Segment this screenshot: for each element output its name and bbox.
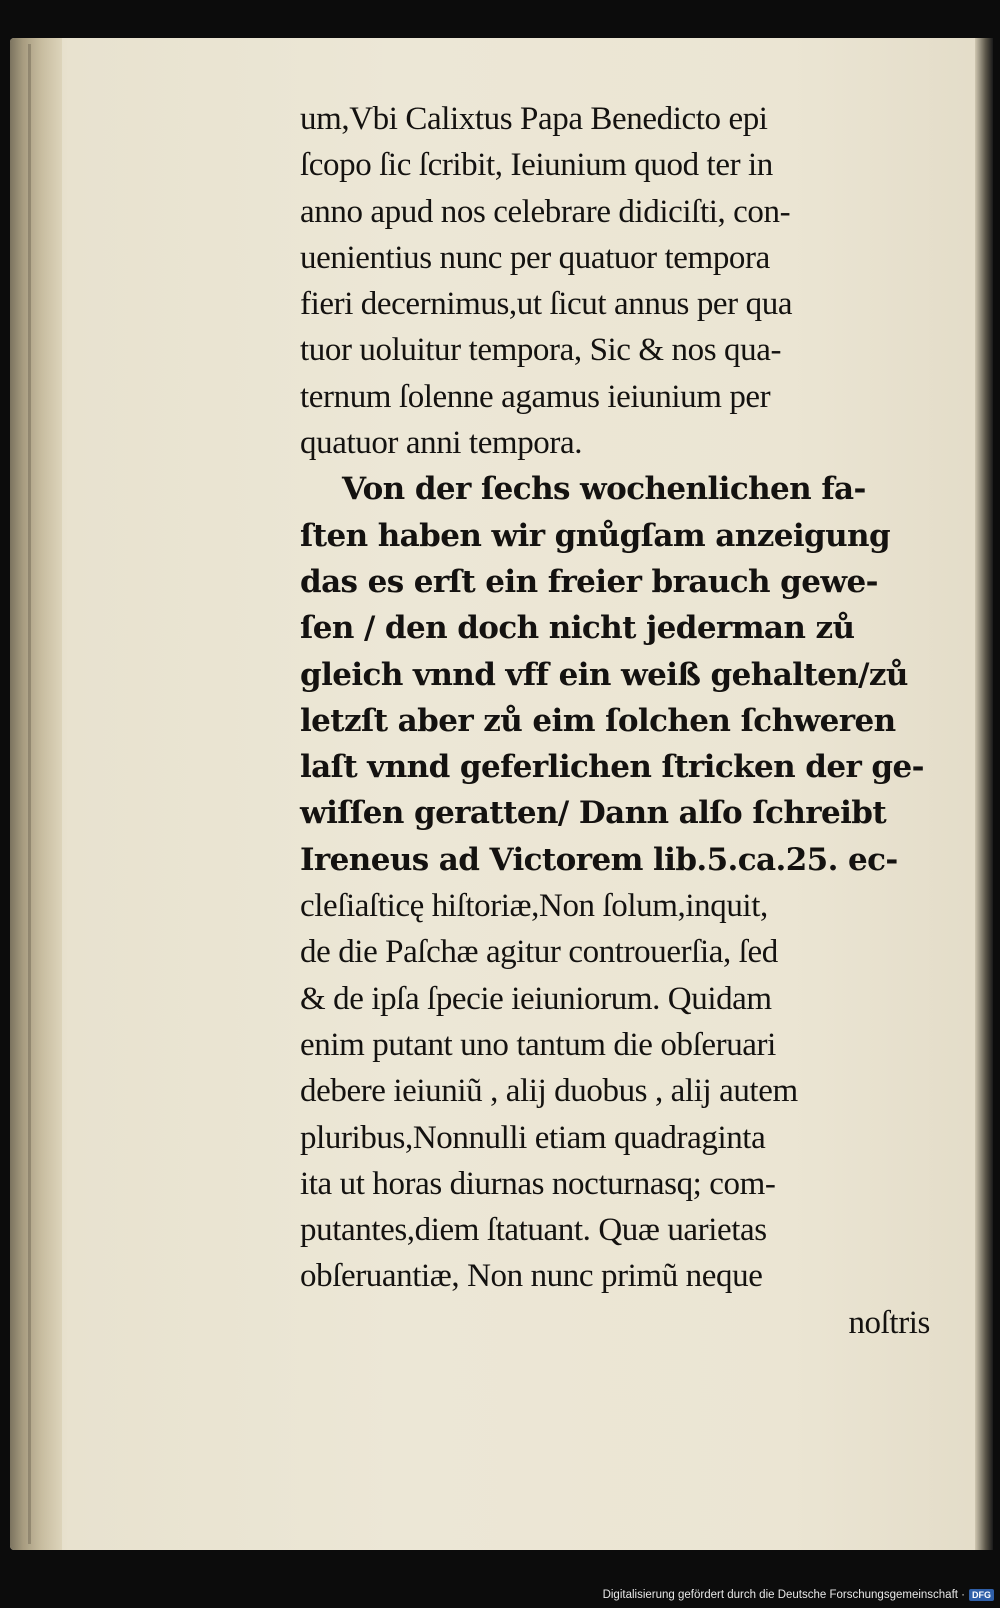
text-line: wiſſen geratten/ Dann alſo ſchreibt bbox=[300, 795, 887, 832]
text-line: quatuor anni tempora. bbox=[300, 425, 583, 462]
text-line: tuor uoluitur tempora, Sic & nos qua- bbox=[300, 332, 782, 369]
credit-text: Digitalisierung gefördert durch die Deutsche Forschungsgemeinschaft · bbox=[602, 1589, 965, 1601]
text-line: cleſiaſticę hiſtoriæ,Non ſolum,inquit, bbox=[300, 888, 768, 925]
text-line: ſen / den doch nicht jederman zů bbox=[300, 610, 855, 647]
text-line: das es erſt ein freier brauch gewe- bbox=[300, 563, 878, 600]
text-line: laſt vnnd geferlichen ſtricken der ge- bbox=[300, 749, 924, 786]
text-line: letzſt aber zů eim ſolchen ſchweren bbox=[300, 702, 896, 739]
text-line: obſeruantiæ, Non nunc primũ neque bbox=[300, 1258, 763, 1295]
text-line: debere ieiuniũ , alij duobus , alij autem bbox=[300, 1073, 798, 1110]
page-right-shadow bbox=[975, 38, 993, 1550]
text-line: um,Vbi Calixtus Papa Benedicto epi bbox=[300, 101, 768, 137]
text-line: fieri decernimus,ut ſicut annus per qua bbox=[300, 286, 793, 323]
text-line: ita ut horas diurnas nocturnasq; com- bbox=[300, 1165, 776, 1202]
text-line: enim putant uno tantum die obſeruari bbox=[300, 1026, 776, 1063]
digitization-credit bbox=[603, 1586, 994, 1604]
text-line: ſten haben wir gnůgſam anzeigung bbox=[300, 517, 891, 554]
text-line: ternum ſolenne agamus ieiunium per bbox=[300, 378, 771, 415]
page-text-block bbox=[300, 96, 950, 1346]
text-line: pluribus,Nonnulli etiam quadraginta bbox=[300, 1119, 766, 1156]
text-line: ſcopo ſic ſcribit, Ieiunium quod ter in bbox=[300, 147, 773, 184]
text-line: Ireneus ad Victorem lib.5.ca.25. ec- bbox=[300, 841, 898, 878]
text-line: anno apud nos celebrare didiciſti, con- bbox=[300, 193, 791, 230]
text-line: putantes,diem ſtatuant. Quæ uarietas bbox=[300, 1212, 767, 1249]
text-line: & de ipſa ſpecie ieiuniorum. Quidam bbox=[300, 980, 772, 1017]
text-line: Von der ſechs wochenlichen fa- bbox=[342, 471, 866, 508]
page-gutter-edge bbox=[10, 38, 62, 1550]
text-line: de die Paſchæ agitur controuerſia, ſed bbox=[300, 934, 778, 971]
page-fold-line bbox=[28, 44, 31, 1544]
catchword: noſtris bbox=[848, 1304, 930, 1341]
text-line: gleich vnnd vff ein weiß gehalten/zů bbox=[300, 656, 908, 693]
dfg-logo-icon: DFG bbox=[969, 1589, 994, 1601]
text-line: uenientius nunc per quatuor tempora bbox=[300, 239, 770, 276]
